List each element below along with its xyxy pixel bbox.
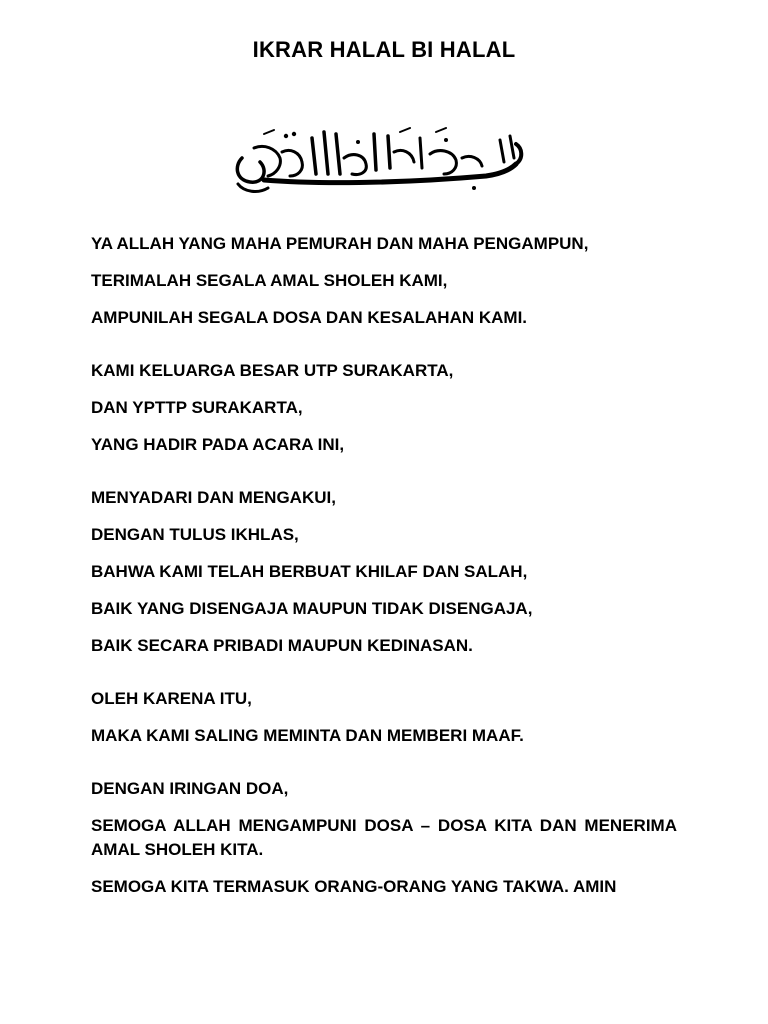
text-line: MENYADARI DAN MENGAKUI,: [91, 488, 336, 507]
text-line: BAIK SECARA PRIBADI MAUPUN KEDINASAN.: [91, 636, 473, 655]
text-line: YANG HADIR PADA ACARA INI,: [91, 435, 345, 454]
stanza-2: [91, 359, 677, 457]
basmala-calligraphy-icon: [224, 118, 534, 200]
text-line: DENGAN IRINGAN DOA,: [91, 779, 289, 798]
text-line: OLEH KARENA ITU,: [91, 689, 252, 708]
text-line: TERIMALAH SEGALA AMAL SHOLEH KAMI,: [91, 271, 448, 290]
basmala-calligraphy-image: [224, 118, 534, 200]
pledge-text: [91, 232, 677, 928]
document-title: IKRAR HALAL BI HALAL: [252, 37, 516, 62]
stanza-5: [91, 777, 677, 899]
text-line: DENGAN TULUS IKHLAS,: [91, 525, 299, 544]
text-line: BAIK YANG DISENGAJA MAUPUN TIDAK DISENGAJA,: [91, 599, 533, 618]
text-line: YA ALLAH YANG MAHA PEMURAH DAN MAHA PENGAMPUN,: [91, 234, 589, 253]
stanza-3: [91, 486, 677, 658]
stanza-1: [91, 232, 677, 330]
text-line: BAHWA KAMI TELAH BERBUAT KHILAF DAN SALAH,: [91, 562, 528, 581]
stanza-4: [91, 687, 677, 748]
text-line: SEMOGA KITA TERMASUK ORANG-ORANG YANG TAKWA. AMIN: [91, 877, 617, 896]
text-line: MAKA KAMI SALING MEMINTA DAN MEMBERI MAAF.: [91, 726, 524, 745]
text-line: AMPUNILAH SEGALA DOSA DAN KESALAHAN KAMI.: [91, 308, 528, 327]
text-line: KAMI KELUARGA BESAR UTP SURAKARTA,: [91, 361, 454, 380]
text-line: SEMOGA ALLAH MENGAMPUNI DOSA – DOSA KITA DAN MENERIMA AMAL SHOLEH KITA.: [91, 816, 677, 859]
text-line: DAN YPTTP SURAKARTA,: [91, 398, 303, 417]
